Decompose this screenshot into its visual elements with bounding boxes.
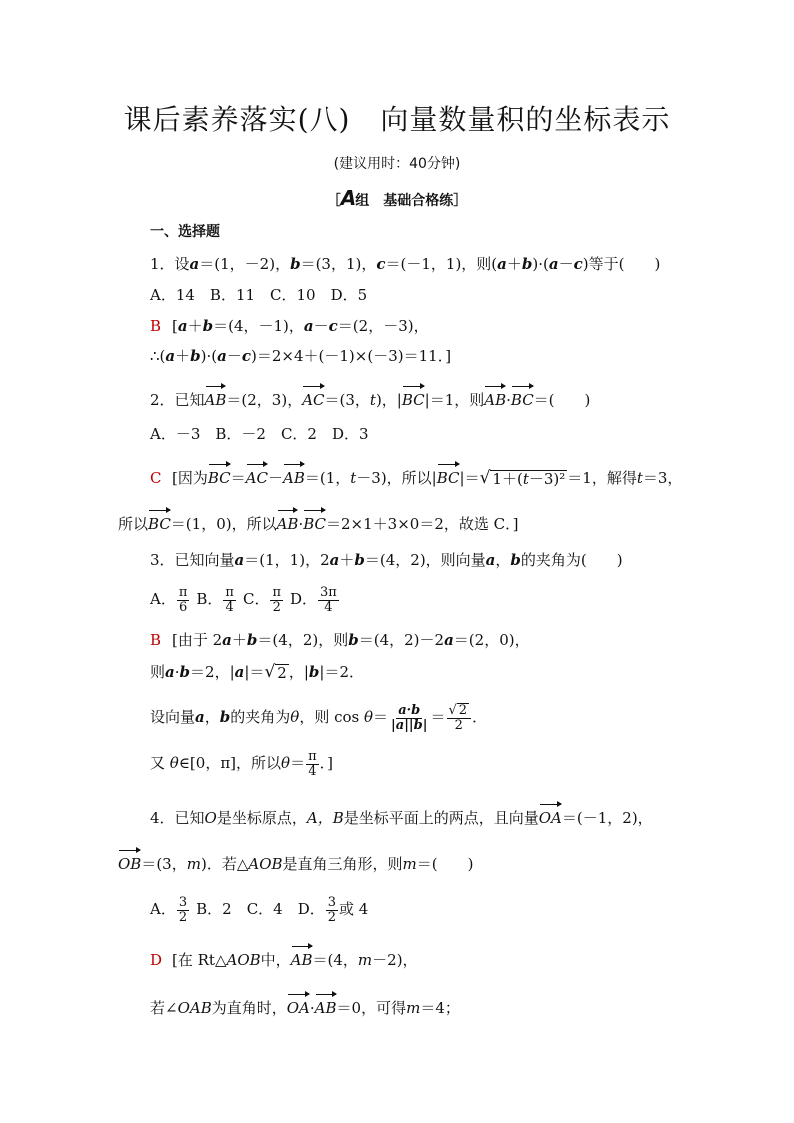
q3-solution-line-4: 又 θ∈[0，π]，所以θ＝ $\frac{\pi}{4}$ ．] bbox=[150, 748, 333, 779]
q2-solution-line-2: 所以BC＝(1，0)，所以AB·BC＝2×1＋3×0＝2，故选 C．] bbox=[118, 508, 518, 534]
group-badge: A bbox=[340, 186, 356, 210]
q3-solution-line-3: 设向量a，b的夹角为θ，则 cos θ＝ $\frac{a\cdot b}{|a||b|}$ ＝ √ 2 2 ． bbox=[150, 702, 488, 733]
title-right: 向量数量积的坐标表示 bbox=[380, 103, 671, 136]
q3-solution-line-2: 则a·b＝2，|a|＝ √ 2 ，|b|＝2． bbox=[150, 662, 364, 682]
q2-answer: C bbox=[150, 469, 162, 487]
q4-options: A． $\frac{3}{2}$ B．2 C．4 D． $\frac{3}{2}$ 或 4 bbox=[150, 894, 369, 925]
q2-solution-line-1: C [因为BC＝AC－AB＝(1，t－3)，所以|BC|＝ √ 1＋(t－3)² ＝1，解得t＝3， bbox=[150, 462, 682, 488]
q1-solution-line-1: B [a＋b＝(4，－1)，a－c＝(2，－3)， bbox=[150, 317, 429, 335]
q4-stem-line-2: OB＝(3，m)．若△AOB是直角三角形，则m＝( ) bbox=[118, 848, 473, 874]
group-heading bbox=[0, 186, 794, 210]
q4-solution-line-1: D [在 Rt△AOB中，AB＝(4，m－2)， bbox=[150, 944, 418, 970]
title-left: 课后素养落实(八) bbox=[123, 103, 351, 136]
q3-options: A． $\frac{\pi}{6}$ B． $\frac{\pi}{4}$ C． $\frac{\pi}{2}$ D． $\frac{3\pi}{4}$ bbox=[150, 584, 337, 615]
q3-solution-line-1: B [由于 2a＋b＝(4，2)，则b＝(4，2)－2a＝(2，0)， bbox=[150, 631, 530, 649]
q2-options: A．－3 B．－2 C．2 D．3 bbox=[150, 425, 369, 443]
q4-solution-line-2: 若∠OAB为直角时，OA·AB＝0，可得m＝4； bbox=[150, 992, 460, 1018]
q1-options: A．14 B．11 C．10 D．5 bbox=[150, 286, 368, 304]
q1-solution-line-2: ∴(a＋b)·(a－c)＝2×4＋(－1)×(－3)＝11．] bbox=[150, 347, 452, 365]
suggested-time: (建议用时：40分钟) bbox=[333, 156, 461, 172]
sqrt-expression: √ 1＋(t－3)² bbox=[479, 468, 566, 488]
q1-stem: 1．设a＝(1，－2)，b＝(3，1)，c＝(－1，1)，则(a＋b)·(a－c)等于( ) bbox=[150, 255, 661, 273]
q4-stem-line-1: 4．已知O是坐标原点，A，B是坐标平面上的两点，且向量OA＝(－1，2)， bbox=[150, 802, 653, 828]
q2-stem: 2．已知AB＝(2，3)，AC＝(3，t)，|BC|＝1，则AB·BC＝( ) bbox=[150, 384, 590, 410]
q3-stem: 3．已知向量a＝(1，1)，2a＋b＝(4，2)，则向量a，b的夹角为( ) bbox=[150, 551, 623, 569]
page-title bbox=[0, 98, 794, 138]
q1-answer: B bbox=[150, 317, 162, 335]
q3-answer: B bbox=[150, 631, 162, 649]
group-bracket-open: ［ bbox=[326, 193, 341, 209]
section-heading: 一、选择题 bbox=[150, 224, 220, 240]
q4-answer: D bbox=[150, 951, 163, 969]
group-label: 组 基础合格练 bbox=[355, 193, 454, 209]
group-bracket-close: ］ bbox=[453, 193, 468, 209]
